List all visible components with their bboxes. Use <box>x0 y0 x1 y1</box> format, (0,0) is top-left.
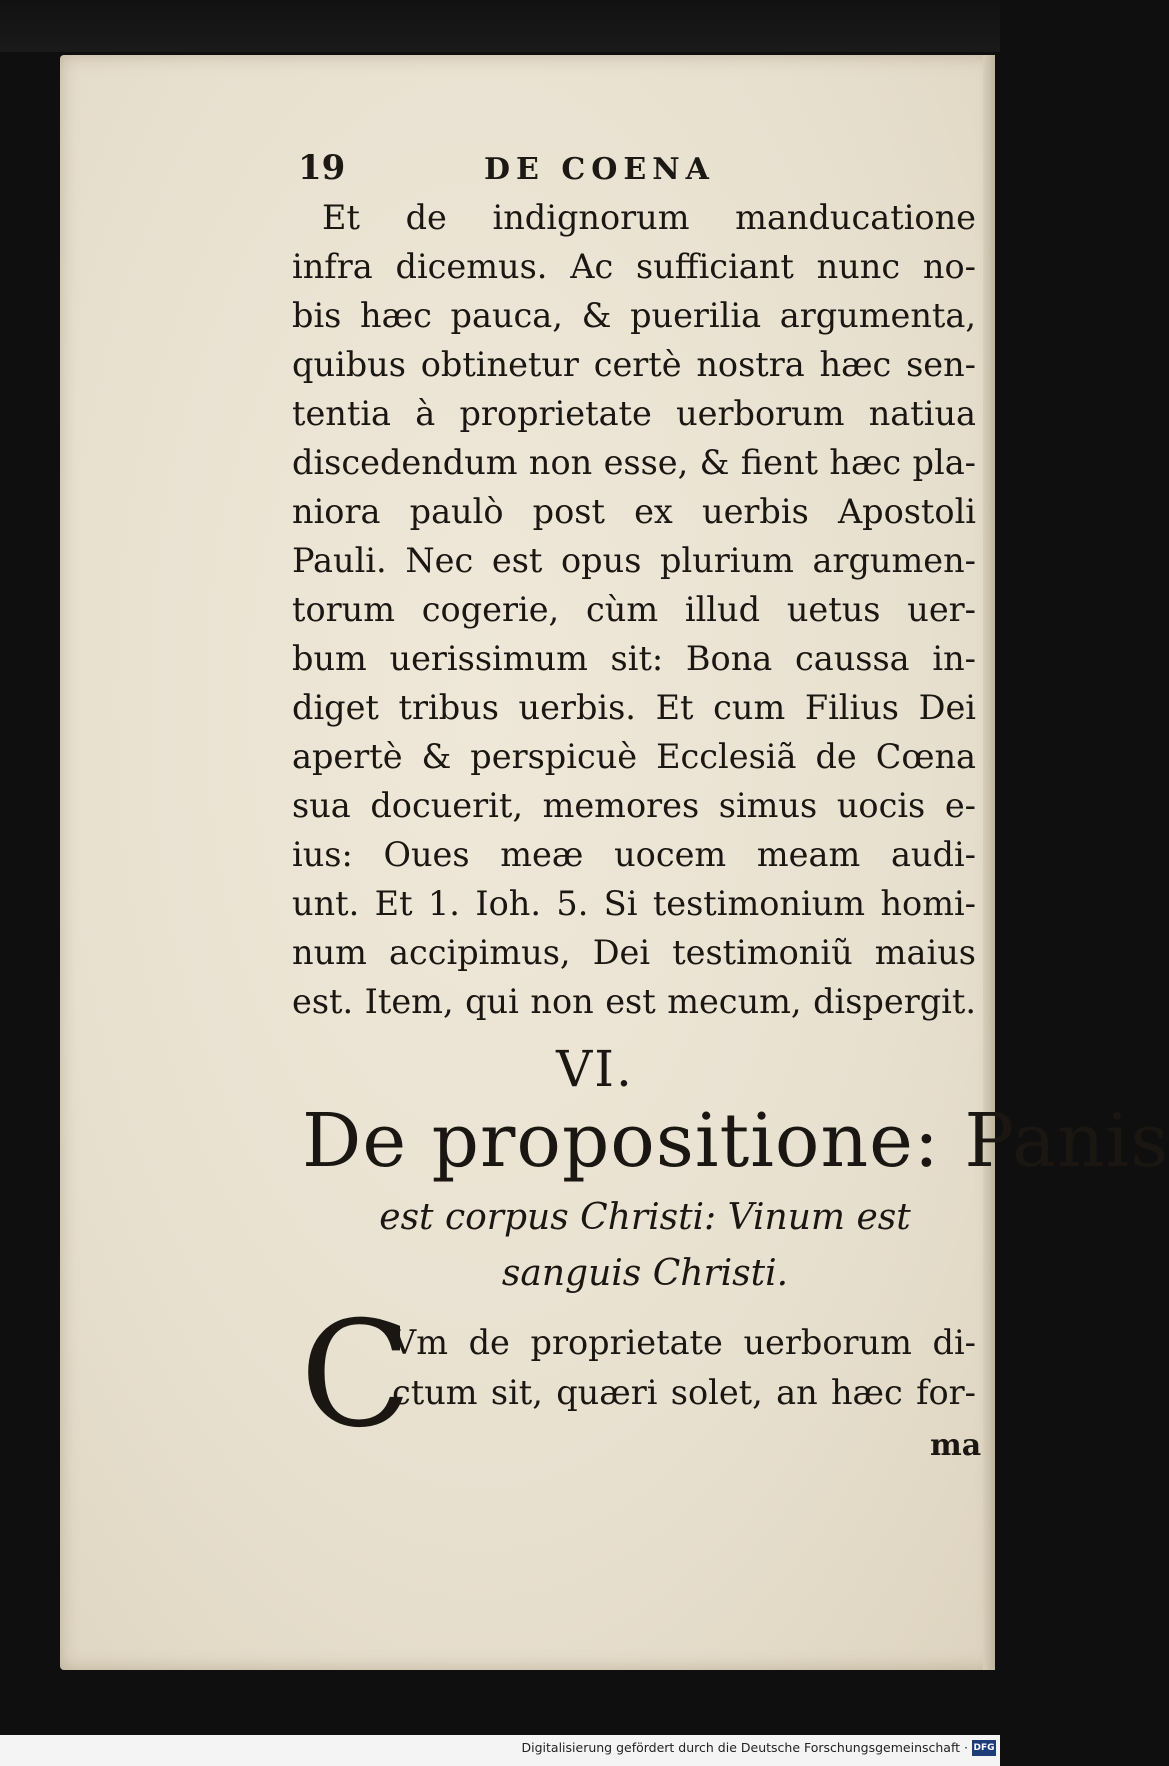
body-text <box>292 193 976 1026</box>
text-line: ctum sit, quæri solet, an hæc for- <box>392 1373 976 1412</box>
page-edge <box>983 55 995 1670</box>
text-line: num accipimus, Dei testimoniũ maius <box>292 933 976 972</box>
paragraph-text <box>392 1318 976 1418</box>
text-line: bum uerissimum sit: Bona caussa in- <box>292 639 976 678</box>
scan-background-top <box>0 0 1000 52</box>
text-line: bis hæc pauca, & puerilia argumenta, <box>292 296 976 335</box>
text-line: Vm de proprietate uerborum di- <box>392 1323 976 1362</box>
text-line: Pauli. Nec est opus plurium argumen- <box>292 541 976 580</box>
digitization-credit: Digitalisierung gefördert durch die Deutsche Forschungsgemeinschaft · <box>521 1740 968 1755</box>
page-header <box>298 148 738 192</box>
text-line: quibus obtinetur certè nostra hæc sen- <box>292 345 976 384</box>
section-number: VI. <box>556 1040 634 1098</box>
text-line: sua docuerit, memores simus uocis e- <box>292 786 976 825</box>
running-head: DE COENA <box>484 152 715 187</box>
text-line: ius: Oues meæ uocem meam audi- <box>292 835 976 874</box>
text-line: discedendum non esse, & fient hæc pla- <box>292 443 976 482</box>
catchword: ma <box>930 1428 982 1463</box>
text-line: tentia à proprietate uerborum natiua <box>292 394 976 433</box>
text-line: unt. Et 1. Ioh. 5. Si testimonium homi- <box>292 884 976 923</box>
text-line: diget tribus uerbis. Et cum Filius Dei <box>292 688 976 727</box>
folio-number: 19 <box>298 148 346 188</box>
dfg-logo: DFG <box>972 1740 996 1756</box>
text-line: apertè & perspicuè Ecclesiã de Cœna <box>292 737 976 776</box>
text-line: niora paulò post ex uerbis Apostoli <box>292 492 976 531</box>
text-line: torum cogerie, cùm illud uetus uer- <box>292 590 976 629</box>
text-line: infra dicemus. Ac sufficiant nunc no- <box>292 247 976 286</box>
subtitle-line: est corpus Christi: Vinum est <box>379 1197 911 1238</box>
drop-cap-initial: C <box>300 1290 412 1460</box>
text-line: Et de indignorum manducatione <box>322 198 976 237</box>
section-title: De propositione: Panis <box>302 1098 1169 1184</box>
section-subtitle <box>300 1190 990 1302</box>
subtitle-line: sanguis Christi. <box>501 1253 789 1294</box>
text-line: est. Item, qui non est mecum, dispergit. <box>292 982 976 1021</box>
